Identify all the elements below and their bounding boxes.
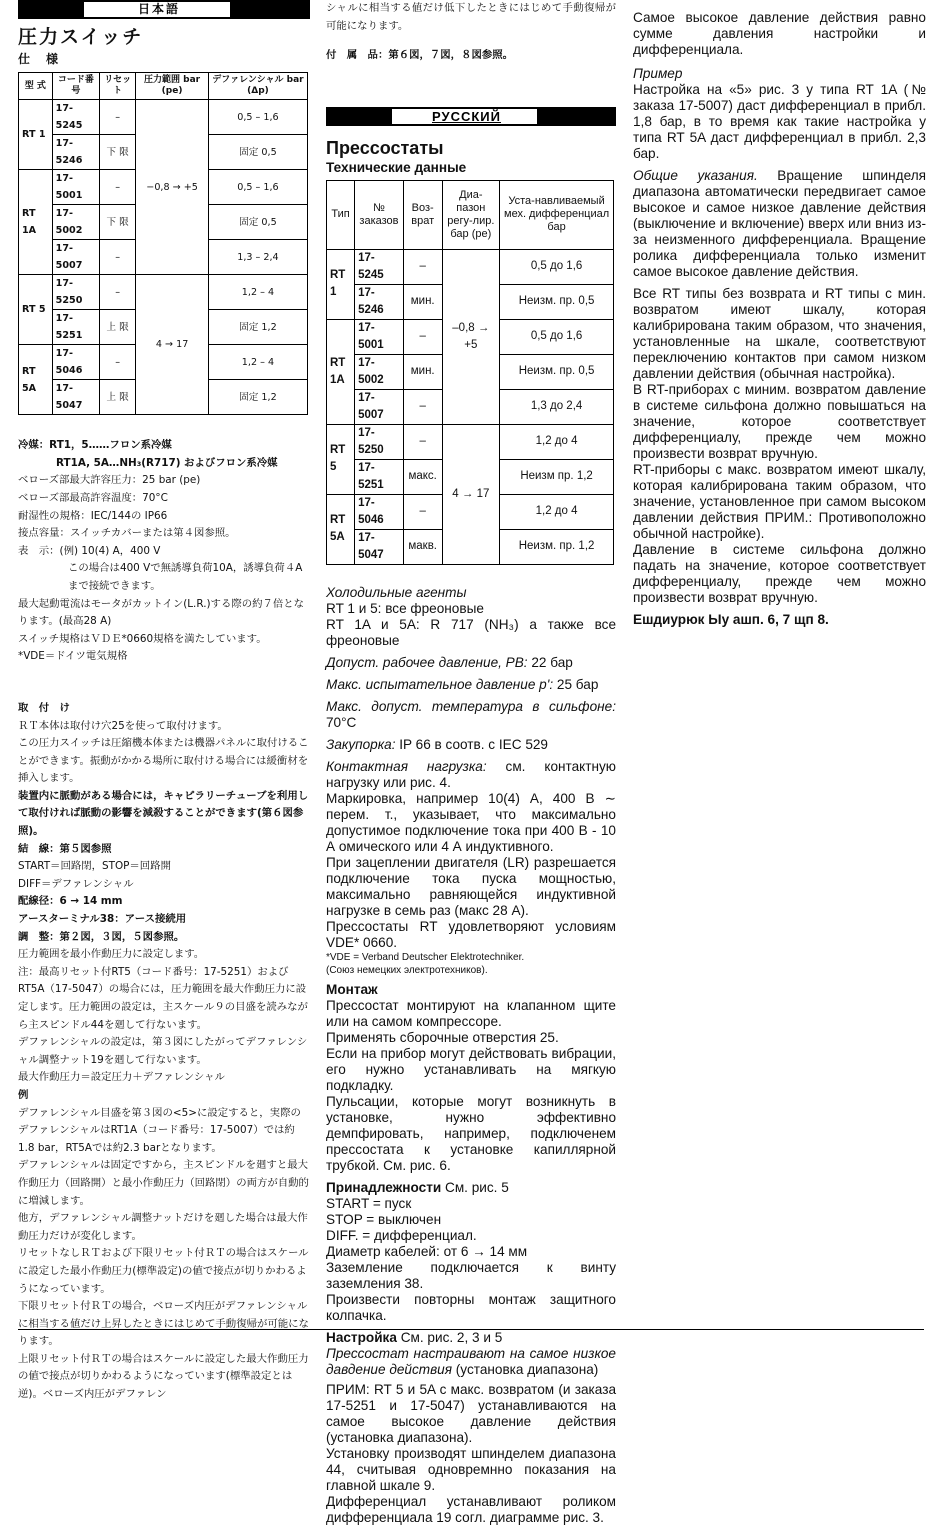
reset-cell: – <box>100 275 136 310</box>
jp-paragraph: ＲＴ本体は取付け穴25を使って取付けます。 <box>18 719 228 732</box>
ru-paragraph: Ешдиурюк Ыу ашп. 6, 7 щп 8. <box>633 612 829 627</box>
diff-cell: 0,5 до 1,6 <box>500 319 614 354</box>
jp-paragraph: 最大作動圧力＝設定圧力＋デファレンシャル <box>18 1071 225 1084</box>
table-header: デファレンシャル bar (Δp) <box>208 73 307 100</box>
reset-cell: – <box>403 249 442 284</box>
diff-cell: 1,3 до 2,4 <box>500 389 614 424</box>
code-cell: 17-5001 <box>355 319 404 354</box>
diff-cell: 1,2 – 4 <box>208 345 307 380</box>
reset-cell: – <box>100 345 136 380</box>
table-header: Уста-навливаемый мех. дифференциал бар <box>500 180 614 249</box>
jp-paragraph: 圧力範囲を最小作動圧力に設定します。 <box>18 948 205 961</box>
reset-cell: мин. <box>403 284 442 319</box>
ru-paragraph: STOP = выключен <box>326 1211 442 1227</box>
jp-spec-table <box>18 72 308 415</box>
reset-cell: – <box>403 389 442 424</box>
jp-paragraph: 接点容量：スイッチカバーまたは第４図参照。 <box>18 527 236 540</box>
ru-paragraph: Самое высокое давление действия равно сумме давления настройки и дифференциала. <box>633 10 926 57</box>
code-cell: 17-5047 <box>355 529 404 564</box>
jp-heading: 例 <box>18 1088 29 1101</box>
jp-paragraph: 配線径：6 → 14 mm <box>18 895 123 908</box>
ru-paragraph: Применять сборочные отверстия 25. <box>326 1029 559 1045</box>
table-header: Воз-врат <box>403 180 442 249</box>
table-header: 圧力範囲 bar (pe) <box>136 73 209 100</box>
ru-paragraph: Все RT типы без возврата и RT типы с мин. возвратом имеют шкалу, которая калибрирована таким образом, что значения, установленные на шкале, соответствуют переключению контактов при самом низком давлении действия (обычная настройка). <box>633 286 926 381</box>
reset-cell: 上 限 <box>100 310 136 345</box>
ru-paragraph: Заземление подключается к винту заземления 38. <box>326 1259 616 1291</box>
setting-heading: Настройка См. рис. 2, 3 и 5 <box>326 1329 503 1345</box>
jp-paragraph: 上限リセット付ＲＴの場合はスケールに設定した最大作動圧力の値で接点が切りかわるようになっています(標準設定とは逆)。ベローズ内圧がデファレン <box>18 1352 309 1401</box>
japanese-column <box>18 0 310 1404</box>
table-header: リセット <box>100 73 136 100</box>
table-header: Диа-пазон регу-лир. бар (pe) <box>442 180 500 249</box>
jp-paragraph: DIFF＝デファレンシャル <box>18 877 134 890</box>
ru-title: Прессостаты <box>326 137 444 158</box>
reset-cell: 上 限 <box>100 380 136 415</box>
code-cell: 17-5007 <box>52 240 99 275</box>
code-cell: 17-5001 <box>52 170 99 205</box>
type-cell: RT 1 <box>19 100 53 170</box>
jp-title: 圧力スイッチ <box>18 26 144 48</box>
ru-paragraph: Прессостаты RT удовлетворяют условиям VDE* 0660. <box>326 918 616 950</box>
jp-paragraph: デファレンシャルは固定ですから，主スピンドルを廻すと最大作動圧力（回路開）と最小作動圧力（回路閉）の両方が自動的に増減します。 <box>18 1159 309 1207</box>
ru-paragraph: RT 1A и 5A: R 717 (NH₃) а также все фреоновые <box>326 616 616 648</box>
code-cell: 17-5251 <box>355 459 404 494</box>
reset-cell: 下 限 <box>100 205 136 240</box>
diff-cell: 0,5 – 1,6 <box>208 100 307 135</box>
range-cell: 4 → 17 <box>136 275 209 415</box>
ru-paragraph: При зацеплении двигателя (LR) разрешается подключение тока пуска мощностью, максимально равняющейся индуктивной нагрузке в семь раз (макс 28 А). <box>326 854 616 918</box>
jp-paragraph: 注：最高リセット付RT5（コード番号：17-5251）およびRT5A（17-5047）の場合には，圧力範囲を最大作動圧力に設定します。圧力範囲の設定は，主スケール９の目盛を読みながら主スピンドル44を廻して行ないます。 <box>18 965 308 1031</box>
table-row <box>19 275 308 310</box>
mounting-heading: Монтаж <box>326 981 378 997</box>
code-cell: 17-5046 <box>355 494 404 529</box>
code-cell: 17-5046 <box>52 345 99 380</box>
code-cell: 17-5251 <box>52 310 99 345</box>
jp-paragraph: START＝回路閉，STOP＝回路開 <box>18 860 171 873</box>
ru-paragraph: Дифференциал устанавливают роликом дифференциала 19 согл. диаграмме рис. 3. <box>326 1493 616 1525</box>
table-header: コード番号 <box>52 73 99 100</box>
reset-cell: – <box>403 319 442 354</box>
diff-cell: 1,2 до 4 <box>500 494 614 529</box>
diff-cell: 1,3 – 2,4 <box>208 240 307 275</box>
jp-continuation: シャルに相当する値だけ低下したときにはじめて手動復帰が可能になります。 <box>326 2 616 32</box>
jp-spec-heading: 仕様 <box>18 51 75 66</box>
diff-cell: Неизм. пр. 0,5 <box>500 284 614 319</box>
jp-paragraph: ベローズ部最高許容温度：70°C <box>18 491 168 504</box>
jp-paragraph: 下限リセット付ＲＴの場合，ベローズ内圧がデファレンシャルに相当する値だけ上昇したときにはじめて手動復帰が可能になります。 <box>18 1300 309 1348</box>
ru-paragraph: Прессостат настраивают на самое низкое давдение действия (установка диапазона) <box>326 1345 616 1377</box>
type-cell: RT 1 <box>327 249 355 319</box>
reset-cell: мин. <box>403 354 442 389</box>
code-cell: 17-5246 <box>52 135 99 170</box>
jp-paragraph: この圧力スイッチは圧縮機本体または機器パネルに取付けることができます。振動がかかる場所に取付ける場合には緩衝材を挿入します。 <box>18 737 309 785</box>
table-header-row <box>19 73 308 100</box>
reset-cell: макс. <box>403 459 442 494</box>
ru-paragraph: DIFF. = дифференциал. <box>326 1227 477 1243</box>
jp-paragraph: この場合は400 Vで無誘導負荷10A，誘導負荷４Aまで接続できます。 <box>68 562 303 592</box>
russian-section-header: РУССКИЙ <box>326 107 616 126</box>
code-cell: 17-5250 <box>355 424 404 459</box>
code-cell: 17-5047 <box>52 380 99 415</box>
code-cell: 17-5007 <box>355 389 404 424</box>
ru-paragraph: Контактная нагрузка: см. контактную нагрузку или рис. 4. <box>326 758 616 790</box>
diff-cell: Неизм. пр. 1,2 <box>500 529 614 564</box>
ru-paragraph: Диаметр кабелей: от 6 → 14 мм <box>326 1243 528 1259</box>
accessories-heading: Принадлежности См. рис. 5 <box>326 1179 509 1195</box>
code-cell: 17-5245 <box>355 249 404 284</box>
jp-paragraph: 結 線：第５図参照 <box>18 842 112 855</box>
ru-paragraph: RT-пpибоpы с макс. возвратом имеют шкалу, которая калибрирована таким образом, что значение, установленное при самом высоком давлении действия ПРИМ.: Противоположно обычной настройке). <box>633 462 926 541</box>
ru-spec-table <box>326 180 614 565</box>
jp-paragraph: 耐湿性の規格：IEC/144の IP66 <box>18 509 168 522</box>
jp-paragraph: 調 整：第２図，３図，５図参照。 <box>18 930 185 943</box>
ru-paragraph: ПРИМ: RT 5 и 5A с макс. возвратом (и заказа 17-5251 и 17-5047) устанавливаются на самое высокое давление действия (установка диапазона). <box>326 1381 616 1445</box>
ru-paragraph: RT 1 и 5: все фреоновые <box>326 600 484 616</box>
middle-column <box>326 0 616 1526</box>
code-cell: 17-5246 <box>355 284 404 319</box>
reset-cell: 下 限 <box>100 135 136 170</box>
ru-paragraph: Установку производят шпинделем диапазона 44, считывая одновремнно показания на главной шкале 9. <box>326 1445 616 1493</box>
table-row <box>19 100 308 135</box>
jp-paragraph: RT1A, 5A…NH₃(R717) およびフロン系冷媒 <box>56 456 278 469</box>
diff-cell: 0,5 – 1,6 <box>208 170 307 205</box>
table-header: 型 式 <box>19 73 53 100</box>
refrigerants-heading: Холодильные агенты <box>326 584 467 600</box>
ru-paragraph: Макс. испытательное давление p': 25 бар <box>326 676 599 692</box>
jp-paragraph: スイッチ規格はＶＤＥ*0660規格を満たしています。 <box>18 632 267 645</box>
diff-cell: 1,2 – 4 <box>208 275 307 310</box>
ru-spec-heading: Технические данные <box>326 159 467 175</box>
example-heading: Пример <box>633 66 683 81</box>
table-header: Тип <box>327 180 355 249</box>
ru-paragraph: Пульсации, которые могут возникнуть в установке, нужно эффективно демпфировать, например, подключенем прессостата к установке капиллярной трубкой. См. рис. 6. <box>326 1093 616 1173</box>
range-cell: 4 → 17 <box>442 424 500 564</box>
diff-cell: 1,2 до 4 <box>500 424 614 459</box>
jp-paragraph: アースターミナル38：アース接続用 <box>18 913 187 926</box>
table-row <box>327 249 614 284</box>
reset-cell: – <box>100 170 136 205</box>
ru-paragraph: Макс. допуст. температура в сильфоне: 70°C <box>326 698 616 730</box>
table-row <box>327 424 614 459</box>
jp-paragraph: デファレンシャル目盛を第３図の<5>に設定すると，実際のデファレンシャルはRT1A（コード番号：17-5007）では約1.8 bar，RT5Aでは約2.3 barとなります。 <box>18 1106 301 1154</box>
ru-paragraph: Настройка на «5» рис. 3 у типа RT 1A (№ заказа 17-5007) даст дифференциал в прибл. 1,8 бар, в то время как такие настройка у типа RT 5A даст дифференциал в прибл. 2,3 бар. <box>633 82 926 161</box>
diff-cell: 固定 0,5 <box>208 135 307 170</box>
ru-paragraph: Закупорка: IP 66 в соотв. с IEC 529 <box>326 736 548 752</box>
diff-cell: 固定 0,5 <box>208 205 307 240</box>
jp-paragraph: 表 示：(例) 10(4) A，400 V <box>18 544 161 557</box>
range-cell: –0,8 → +5 <box>442 249 500 424</box>
table-header: № заказов <box>355 180 404 249</box>
jp-accessories: 付 属 品：第６図，７図，８図参照。 <box>326 49 514 62</box>
reset-cell: – <box>100 240 136 275</box>
ru-paragraph: Допуст. рабочее давление, PB: 22 бар <box>326 654 573 670</box>
code-cell: 17-5002 <box>52 205 99 240</box>
ru-paragraph: START = пуск <box>326 1195 412 1211</box>
range-cell: −0,8 → +5 <box>136 100 209 275</box>
type-cell: RT 1A <box>327 319 355 424</box>
ru-paragraph: Произвести повторны монтаж защитного колпачка. <box>326 1291 616 1323</box>
table-header-row <box>327 180 614 249</box>
diff-cell: 固定 1,2 <box>208 310 307 345</box>
type-cell: RT 5 <box>327 424 355 494</box>
reset-cell: – <box>403 424 442 459</box>
bottom-rule <box>18 1329 924 1330</box>
ru-paragraph: Прессостат монтируют на клапанном щите или на самом компрессоре. <box>326 997 616 1029</box>
diff-cell: Неизм. пр. 0,5 <box>500 354 614 389</box>
code-cell: 17-5002 <box>355 354 404 389</box>
reset-cell: макв. <box>403 529 442 564</box>
ru-paragraph: Если на прибор могут действовать вибрации, его нужно устанавливать на мягкую подкладку. <box>326 1045 616 1093</box>
right-column <box>633 0 926 628</box>
reset-cell: – <box>403 494 442 529</box>
type-cell: RT 5 <box>19 275 53 345</box>
ru-paragraph: В RT-приборах с миним. возвратом давление в системе сильфона должно повышаться на значение, которое соответствует дифференциалу, прежде чем можно произвести возврат вручную. <box>633 382 926 461</box>
ru-paragraph: Маркировка, например 10(4) A, 400 В ∼ перем. т., указывает, что максимально допустимое подключение тока при 400 В - 10 А омического или 4 А индуктивного. <box>326 790 616 854</box>
jp-paragraph: リセットなしＲＴおよび下限リセット付ＲＴの場合はスケールに設定した最小作動圧力(標準設定)の値で接点が切りかわるようになっています。 <box>18 1247 309 1295</box>
jp-paragraph: *VDE＝ドイツ電気規格 <box>18 650 128 663</box>
type-cell: RT 5A <box>19 345 53 415</box>
diff-cell: 0,5 до 1,6 <box>500 249 614 284</box>
ru-paragraph: Общие указания. Вращение шпинделя диапазона автоматически передвигает самое высокое и самое низкое давление действия (выключение и включение) вверх или вниз из-за неизменного дифференциала. Вращение ролика дифференциала только изменит самое высокое давление действия. <box>633 168 926 279</box>
jp-paragraph: ベローズ部最大許容圧力：25 bar (pe) <box>18 474 201 487</box>
jp-body <box>18 437 310 1403</box>
jp-paragraph: 最大起動電流はモータがカットイン(L.R.)する際の約７倍となります。(最高28 A) <box>18 597 305 628</box>
jp-paragraph: 他方，デファレンシャル調整ナットだけを廻した場合は最大作動圧力だけが変化します。 <box>18 1212 308 1242</box>
jp-heading: 取 付 け <box>18 701 70 714</box>
type-cell: RT 5A <box>327 494 355 564</box>
ru-footnote: *VDE = Verband Deutscher Elektrotechniker. <box>326 951 525 963</box>
ru-footnote: (Союз немецких электротехников). <box>326 964 488 976</box>
code-cell: 17-5250 <box>52 275 99 310</box>
jp-paragraph: 冷媒：RT1，5……フロン系冷媒 <box>18 439 172 452</box>
diff-cell: 固定 1,2 <box>208 380 307 415</box>
jp-paragraph: デファレンシャルの設定は，第３図にしたがってデファレンシャル調整ナット19を廻して行ないます。 <box>18 1036 308 1066</box>
code-cell: 17-5245 <box>52 100 99 135</box>
japanese-section-header: 日本語 <box>18 0 310 19</box>
reset-cell: – <box>100 100 136 135</box>
jp-paragraph: 装置内に脈動がある場合には，キャピラリーチューブを利用して取付ければ脈動の影響を減殺することができます(第６図参照)。 <box>18 789 309 838</box>
ru-paragraph: Давление в системе сильфона должно падать на значение, которое соответствует дифференциалу, прежде чем можно произвести возврат вручную. <box>633 542 926 605</box>
diff-cell: Неизм пр. 1,2 <box>500 459 614 494</box>
type-cell: RT 1A <box>19 170 53 275</box>
